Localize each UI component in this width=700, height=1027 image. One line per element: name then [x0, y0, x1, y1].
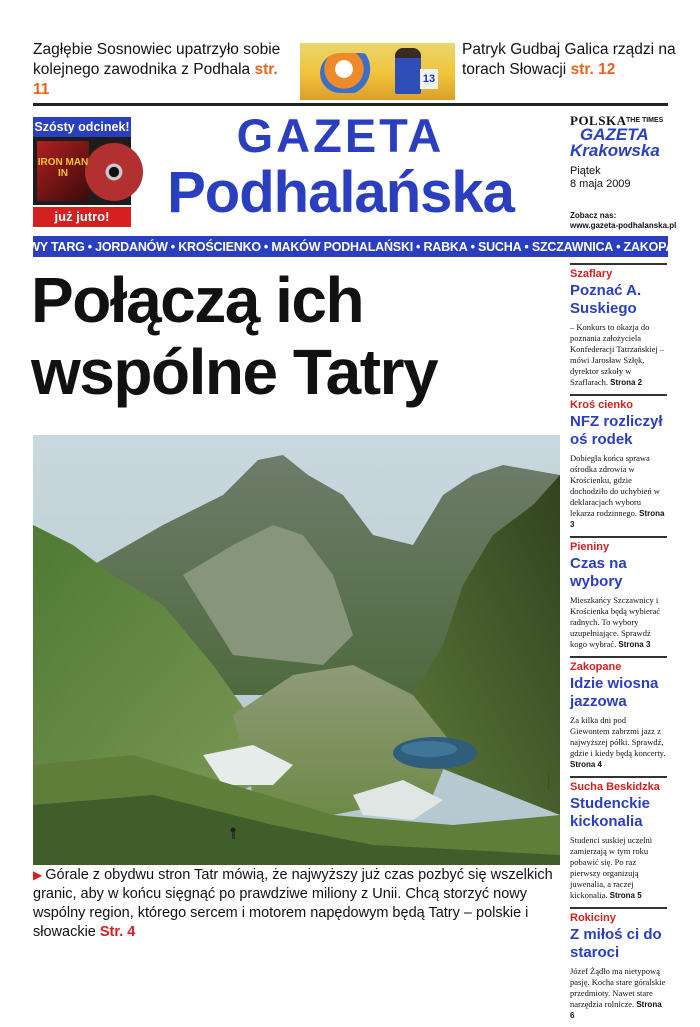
sidebar-section-label: Zakopane	[570, 661, 622, 673]
sidebar-article[interactable]	[570, 907, 667, 1021]
sidebar-page-ref[interactable]: Strona 4	[570, 760, 603, 769]
sidebar-page-ref[interactable]: Strona 6	[570, 1000, 662, 1020]
sidebar-article-text: Józef Żądło ma nietypową pasję. Kocha stare góralskie przedmioty. Nawet stare narzędzia rolnicze.	[570, 966, 666, 1009]
town-separator: •	[524, 239, 529, 254]
photo-credit: ▪▪▪▪▪▪▪▪▪	[546, 774, 552, 790]
promo-header: Szósty odcinek!	[33, 117, 131, 137]
sidebar-page-ref[interactable]: Strona 3	[618, 640, 651, 649]
sidebar-section-label: Kroś cienko	[570, 399, 633, 411]
masthead-gazeta: GAZETA	[236, 109, 445, 162]
dvd-disc	[85, 143, 143, 201]
sidebar-article-title[interactable]: NFZ rozliczył oś rodek	[570, 413, 663, 448]
main-headline[interactable]	[31, 264, 551, 408]
speedway-rider-shape	[395, 48, 421, 94]
brand-krakowska: Krakowska	[570, 141, 660, 160]
sidebar-article-title[interactable]: Idzie wiosna jazzowa	[570, 675, 659, 710]
sidebar-article-text: Za kilka dni pod Giewontem zabrzmi jazz z najwyższej półki. Sprawdź, gdzie i kiedy będą koncerty.	[570, 715, 666, 758]
sidebar-article-body	[570, 966, 667, 1021]
sidebar-article-body	[570, 715, 667, 770]
photo-caption	[33, 866, 558, 942]
sidebar-article[interactable]	[570, 394, 667, 530]
teaser-speedway-photo[interactable]	[300, 43, 455, 100]
teaser-left-ref[interactable]: str. 11	[33, 61, 278, 98]
sidebar-article-text: – Konkurs to okazja do poznania założyciela Konfederacji Tatrzańskiej – mówi Jarosław Szłęk, dyrektor szkoły w Szaflarach.	[570, 322, 665, 387]
sidebar-article-title[interactable]: Poznać A. Suskiego	[570, 282, 642, 317]
tatra-mountains-photo[interactable]	[33, 435, 560, 865]
town-link[interactable]: SUCHA	[477, 239, 522, 254]
sidebar-article-title[interactable]: Z miłoś ci do staroci	[570, 926, 662, 961]
sidebar-article-body	[570, 835, 667, 901]
town-link[interactable]: RABKA	[423, 239, 468, 254]
sidebar-section-label: Rokiciny	[570, 912, 616, 924]
sidebar-page-ref[interactable]: Strona 2	[610, 378, 643, 387]
sidebar-section-label: Pieniny	[570, 541, 610, 553]
sidebar-article-body	[570, 322, 667, 388]
sidebar-article-title[interactable]: Studenckie kickonalia	[570, 795, 651, 830]
rider-number: 13	[420, 69, 438, 89]
town-link[interactable]: ZAKOPANE	[623, 239, 692, 254]
teaser-right-text: Patryk Gudbaj Galica rządzi na torach Słowacji	[462, 41, 676, 78]
website-link[interactable]: www.gazeta-podhalanska.pl	[570, 221, 677, 230]
top-divider	[33, 103, 668, 106]
sidebar-page-ref[interactable]: Strona 3	[570, 509, 665, 529]
sidebar-section-label: Szaflary	[570, 268, 613, 280]
teaser-left[interactable]	[33, 40, 295, 100]
teaser-right-ref[interactable]: str. 12	[570, 61, 616, 78]
brand-times: THE TIMES	[626, 117, 664, 124]
promo-dvd-image[interactable]	[33, 137, 131, 205]
town-separator: •	[170, 239, 176, 254]
headline-line-2: wspólne Tatry	[31, 336, 438, 408]
sidebar-article-body	[570, 595, 667, 650]
towns-nav-bar	[9, 236, 692, 257]
town-link[interactable]: JORDANÓW	[95, 239, 168, 254]
speedway-bike-shape	[320, 53, 380, 93]
triangle-right-icon: ▶	[33, 868, 43, 882]
town-link[interactable]: MAKÓW PODHALAŃSKI	[271, 239, 414, 254]
town-separator: •	[470, 239, 475, 254]
town-separator: •	[263, 239, 269, 254]
sidebar-article-text: Dobiegła końca sprawa ośrodka zdrowia w Krościenku, gdzie dochodziło do uchybień w deklaracjach wyboru lekarza rodzinnego.	[570, 453, 660, 518]
sidebar-article[interactable]	[570, 536, 667, 650]
teaser-left-text: Zagłębie Sosnowiec upatrzyło sobie kolejnego zawodnika z Podhala	[33, 41, 281, 78]
sidebar-article[interactable]	[570, 263, 667, 388]
sidebar-article-title[interactable]: Czas na wybory	[570, 555, 627, 590]
sidebar-article-text: Studenci suskiej uczelni zamierzają w tym roku pobawić się. Po raz pierwszy organizują juwenalia, a raczej kickonalia.	[570, 835, 653, 900]
issue-day: Piątek	[570, 165, 601, 177]
town-link[interactable]: KROŚCIENKO	[178, 239, 261, 254]
see-us-label: Zobacz nas:	[570, 211, 617, 220]
sidebar-article[interactable]	[570, 776, 667, 901]
headline-line-1: Połączą ich	[31, 264, 364, 336]
brand-gazeta: GAZETA	[580, 125, 649, 144]
sidebar-page-ref[interactable]: Strona 5	[609, 891, 642, 900]
issue-date: 8 maja 2009	[570, 178, 631, 190]
dvd-title: IRON MAN IN	[37, 157, 89, 179]
sidebar-section-label: Sucha Beskidzka	[570, 781, 660, 793]
teaser-right[interactable]	[462, 40, 700, 80]
news-sidebar	[570, 263, 667, 1027]
town-separator: •	[416, 239, 421, 254]
sidebar-article[interactable]	[570, 656, 667, 770]
sidebar-article-text: Mieszkańcy Szczawnicy i Krościenka będą wybierać radnych. To wybory uzupełniające. Sprawdź kogo wybrać.	[570, 595, 661, 649]
promo-footer: już jutro!	[33, 207, 131, 227]
brand-polska: POLSKA	[570, 113, 627, 128]
caption-text: Górale z obydwu stron Tatr mówią, że najwyższy już czas pozbyć się wszelkich granic, aby w końcu sięgnąć po prawdziwe miliony z Unii. Chcą storzyć nowy wspólny region, którego sercem i motorem napędowym będą Tatry – polskie i słowackie	[33, 867, 553, 940]
town-link[interactable]: NOWY TARG	[9, 239, 85, 254]
sidebar-article-body	[570, 453, 667, 530]
town-separator: •	[87, 239, 93, 254]
town-link[interactable]: SZCZAWNICA	[531, 239, 614, 254]
masthead-podhalanska: Podhalańska	[167, 160, 514, 225]
town-separator: •	[616, 239, 621, 254]
caption-page-ref[interactable]: Str. 4	[99, 924, 136, 940]
